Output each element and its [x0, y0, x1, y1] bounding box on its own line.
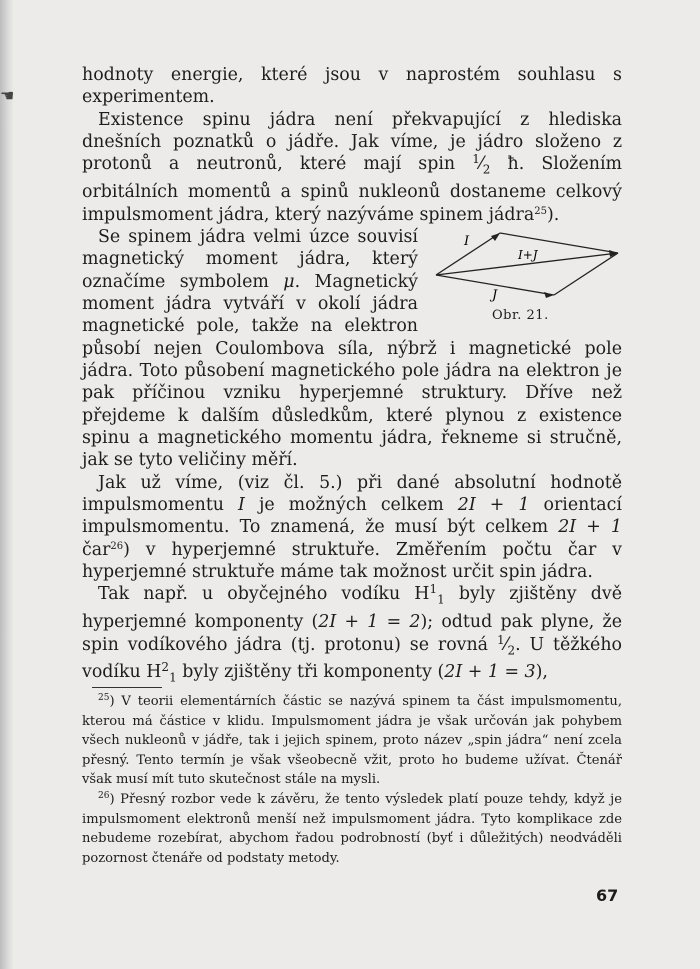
paragraph-4: Jak už víme, (viz čl. 5.) při dané absolutní hodnotě impulsmomentu I je možných celkem 2I + 1 orientací impulsmomentu. To znamená, že musí být celkem 2I + 1 čar$^{26}$) v hyperjemné struktuře. Změřením počtu čar v hyperjemné struktuře máme tak možnost určit spin jádra.	[82, 472, 622, 583]
label-J: J	[492, 287, 498, 303]
page-binding-edge	[0, 0, 14, 969]
label-I: I	[464, 233, 470, 249]
margin-mark-icon: ☚	[0, 86, 15, 105]
footnote-ref-25: 25	[534, 205, 547, 217]
symbol-mu: μ	[283, 271, 295, 292]
footnotes	[82, 687, 622, 868]
page-number: 67	[596, 886, 619, 905]
footnote-26: $^{26}$) Přesný rozbor vede k závěru, že tento výsledek platí pouze tehdy, když je impulsmoment elektronů menší než impulsmoment jádra. Tyto komplikace zde nebudeme rozebírat, abychom řadou podrobností (byť i důležitých) neodváděli pozornost čtenáře od podstaty metody.	[82, 790, 622, 866]
vector-figure	[430, 229, 630, 323]
fraction-half-num: 1	[472, 152, 480, 167]
footnote-25: $^{25}$) V teorii elementárních částic se nazývá spinem ta část impulsmomentu, kterou má částice v klidu. Impulsmoment jádra je však určován jak pohybem všech nukleonů v jádře, tak i jejich spinem, proto název „spin jádra“ není zcela přesný. Tento termín je však všeobecně vžit, proto ho budeme užívat. Čtenář však musí mít tuto skutečnost stále na mysli.	[82, 693, 622, 788]
paragraph-2: Existence spinu jádra není překvapující z hlediska dnešních poznatků o jádře. Jak víme, je jádro složeno z protonů a neutronů, které mají spin $^1⁄_2$ ħ. Složením orbitálních momentů a spinů nukleonů dostaneme celkový impulsmoment jádra, který nazýváme spinem jádra$^{25}$).	[82, 109, 622, 225]
footnote-ref-26: 26	[110, 540, 124, 552]
paragraph-1: hodnoty energie, které jsou v naprostém souhlasu s experimentem.	[82, 65, 622, 108]
paragraph-3: Se spinem jádra velmi úzce souvisí magnetický moment jádra, který označíme symbolem μ. Magnetický moment jádra vytváří v okolí jádra magnetické pole, takže na elektron působí nejen Coulombova síla, nýbrž i magnetické pole jádra. Toto působení magnetického pole jádra na elektron je pak příčinou vzniku hyperjemné struktury. Dříve než přejdeme k dalším důsledkům, které plynou z existence spinu a magnetického momentu jádra, řekneme si stručně, jak se tyto veličiny měří.	[82, 226, 622, 471]
fraction-half-den: 2	[482, 162, 491, 177]
paragraph-5: Tak např. u obyčejného vodíku $H^1_1$ byly zjištěny dvě hyperjemné komponenty (2I + 1 = 2); odtud pak plyne, že spin vodíkového jádra (tj. protonu) se rovná $^1⁄_2$. U těžkého vodíku $H^2_1$ byly zjištěny tři komponenty (2I + 1 = 3),	[82, 582, 622, 685]
footnote-divider	[92, 687, 162, 688]
label-I-plus-J: I+J	[518, 247, 538, 262]
main-text	[82, 64, 622, 689]
arrowhead-icon	[491, 233, 500, 241]
figure-caption: Obr. 21.	[492, 307, 549, 323]
arrowhead-icon	[544, 292, 554, 298]
